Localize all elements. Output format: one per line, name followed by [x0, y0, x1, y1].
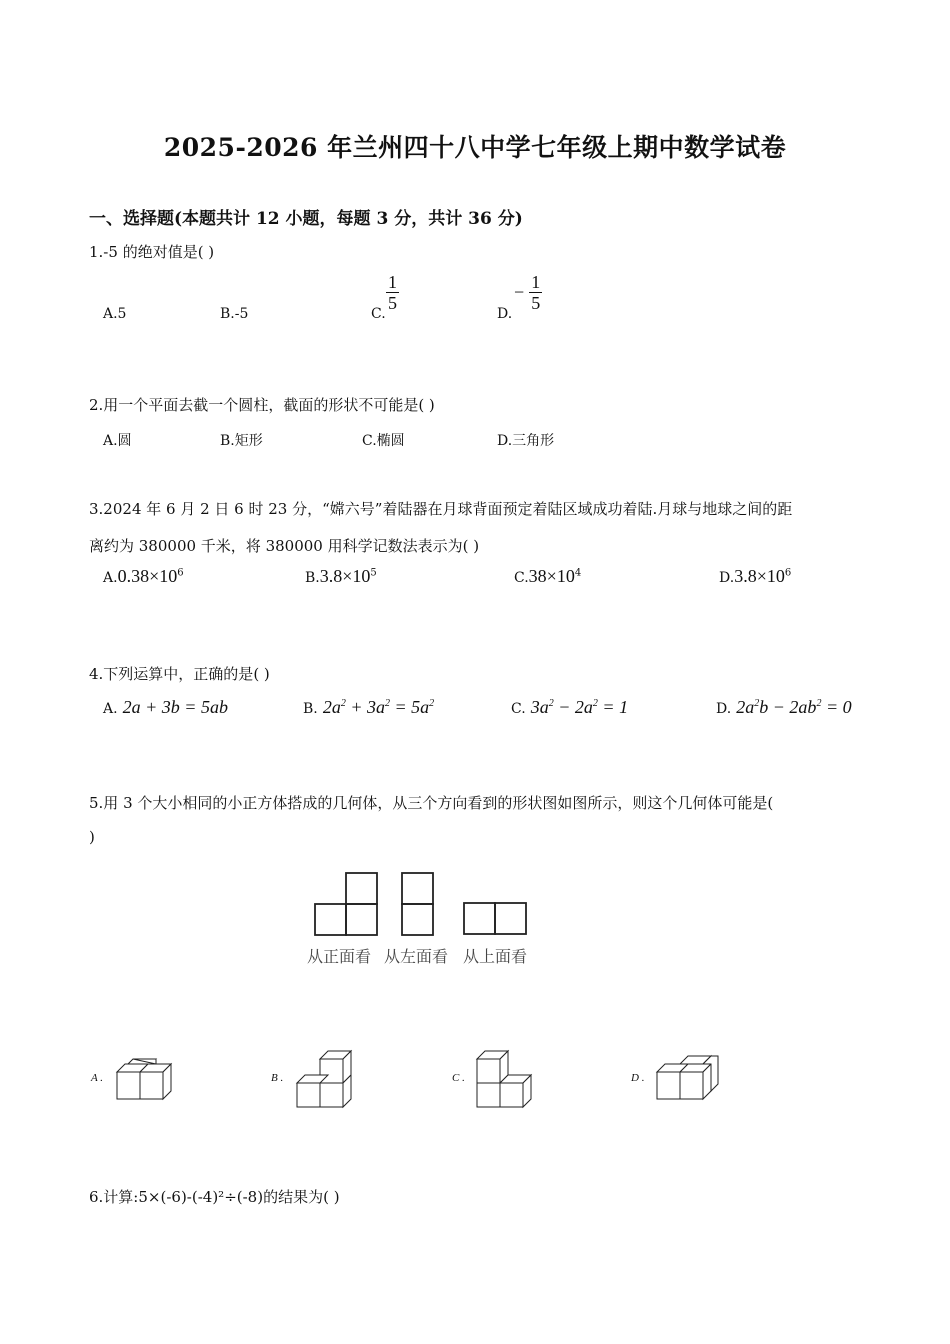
- q4-option-b[interactable]: B. $2a^2 + 3a^2 = 5a^2$: [303, 697, 435, 717]
- q4-option-a[interactable]: A. 2a + 3b = 5ab: [103, 697, 228, 717]
- q5-option-c-figure[interactable]: [468, 1046, 538, 1112]
- q2-option-a[interactable]: A.圆: [103, 433, 132, 449]
- front-view-cell: [315, 904, 346, 935]
- option-label: D.: [719, 570, 735, 586]
- q1-option-d-fraction: [514, 272, 542, 313]
- option-label: B.: [303, 701, 318, 717]
- option-label: C.: [511, 701, 526, 717]
- q1-option-c-fraction: [386, 272, 399, 313]
- fraction-denominator: 5: [531, 293, 541, 313]
- q2-option-d[interactable]: D.三角形: [497, 433, 555, 449]
- question-5-stem-line2: ): [89, 828, 95, 846]
- option-label: A.: [103, 570, 118, 586]
- option-label: D.: [716, 701, 732, 717]
- fraction-numerator: 1: [531, 272, 541, 292]
- option-exponent: 5: [370, 567, 377, 579]
- top-view-cell: [495, 903, 526, 934]
- front-view-cell: [346, 873, 377, 904]
- option-exponent: 6: [784, 567, 792, 579]
- q5-option-b-label[interactable]: B .: [271, 1072, 284, 1084]
- fraction-numerator: 1: [388, 272, 397, 292]
- q4-option-d[interactable]: D. $2a^2b - 2ab^2 = 0$: [716, 697, 852, 717]
- question-5-stem-line1: 5.用 3 个大小相同的小正方体搭成的几何体，从三个方向看到的形状图如图所示，则这个几何体可能是(: [89, 794, 774, 812]
- option-value: 38×10: [528, 566, 575, 586]
- q2-option-b[interactable]: B.矩形: [220, 433, 263, 449]
- option-label: C.: [514, 570, 529, 586]
- section-heading: 一、选择题(本题共计 12 小题，每题 3 分，共计 36 分): [89, 209, 523, 229]
- minus-sign: −: [514, 282, 525, 302]
- caption-front-view: 从正面看: [307, 947, 372, 966]
- fraction-denominator: 5: [388, 293, 397, 313]
- option-exponent: 6: [177, 567, 184, 579]
- q1-option-c-label[interactable]: C.: [371, 306, 386, 322]
- q3-option-c[interactable]: [514, 566, 581, 587]
- q4-option-c[interactable]: C. $3a^2 - 2a^2 = 1$: [511, 697, 629, 717]
- q1-option-a[interactable]: A.5: [103, 306, 127, 322]
- q3-option-a[interactable]: [103, 566, 184, 587]
- option-value: 0.38×10: [117, 566, 178, 586]
- three-views-figure: [300, 868, 550, 938]
- left-view-cell: [402, 873, 433, 904]
- option-value: 3.8×10: [734, 566, 785, 586]
- caption-left-view: 从左面看: [384, 947, 449, 966]
- q3-option-b[interactable]: [305, 566, 377, 587]
- front-view-cell: [346, 904, 377, 935]
- left-view-cell: [402, 904, 433, 935]
- q5-option-a-label[interactable]: A .: [91, 1072, 104, 1084]
- option-exponent: 4: [574, 567, 582, 579]
- option-value: 3.8×10: [319, 566, 371, 586]
- top-view-cell: [464, 903, 495, 934]
- q5-option-d-label[interactable]: D .: [631, 1072, 645, 1084]
- q3-option-d[interactable]: [719, 566, 791, 587]
- q2-option-c[interactable]: C.椭圆: [362, 433, 405, 449]
- page-title: 2025-2026 年兰州四十八中学七年级上期中数学试卷: [163, 133, 787, 162]
- question-1-stem: 1.-5 的绝对值是( ): [89, 243, 215, 261]
- q5-option-c-label[interactable]: C .: [452, 1072, 465, 1084]
- q1-option-d-label[interactable]: D.: [497, 306, 513, 322]
- question-3-stem-line2: 离约为 380000 千米，将 380000 用科学记数法表示为( ): [89, 537, 480, 555]
- q5-option-a-figure[interactable]: [110, 1052, 180, 1108]
- q5-option-b-figure[interactable]: [290, 1046, 360, 1112]
- question-4-stem: 4.下列运算中，正确的是( ): [89, 665, 270, 683]
- question-2-stem: 2.用一个平面去截一个圆柱，截面的形状不可能是( ): [89, 396, 435, 414]
- caption-top-view: 从上面看: [463, 947, 528, 966]
- option-label: B.: [305, 570, 320, 586]
- question-6-stem: 6.计算:5×(-6)-(-4)²÷(-8)的结果为( ): [89, 1188, 340, 1206]
- q5-option-d-figure[interactable]: [650, 1052, 726, 1108]
- question-3-stem-line1: 3.2024 年 6 月 2 日 6 时 23 分，“嫦六号”着陆器在月球背面预定着陆区域成功着陆.月球与地球之间的距: [89, 500, 793, 518]
- q1-option-b[interactable]: B.-5: [220, 306, 249, 322]
- option-label: A.: [103, 701, 118, 717]
